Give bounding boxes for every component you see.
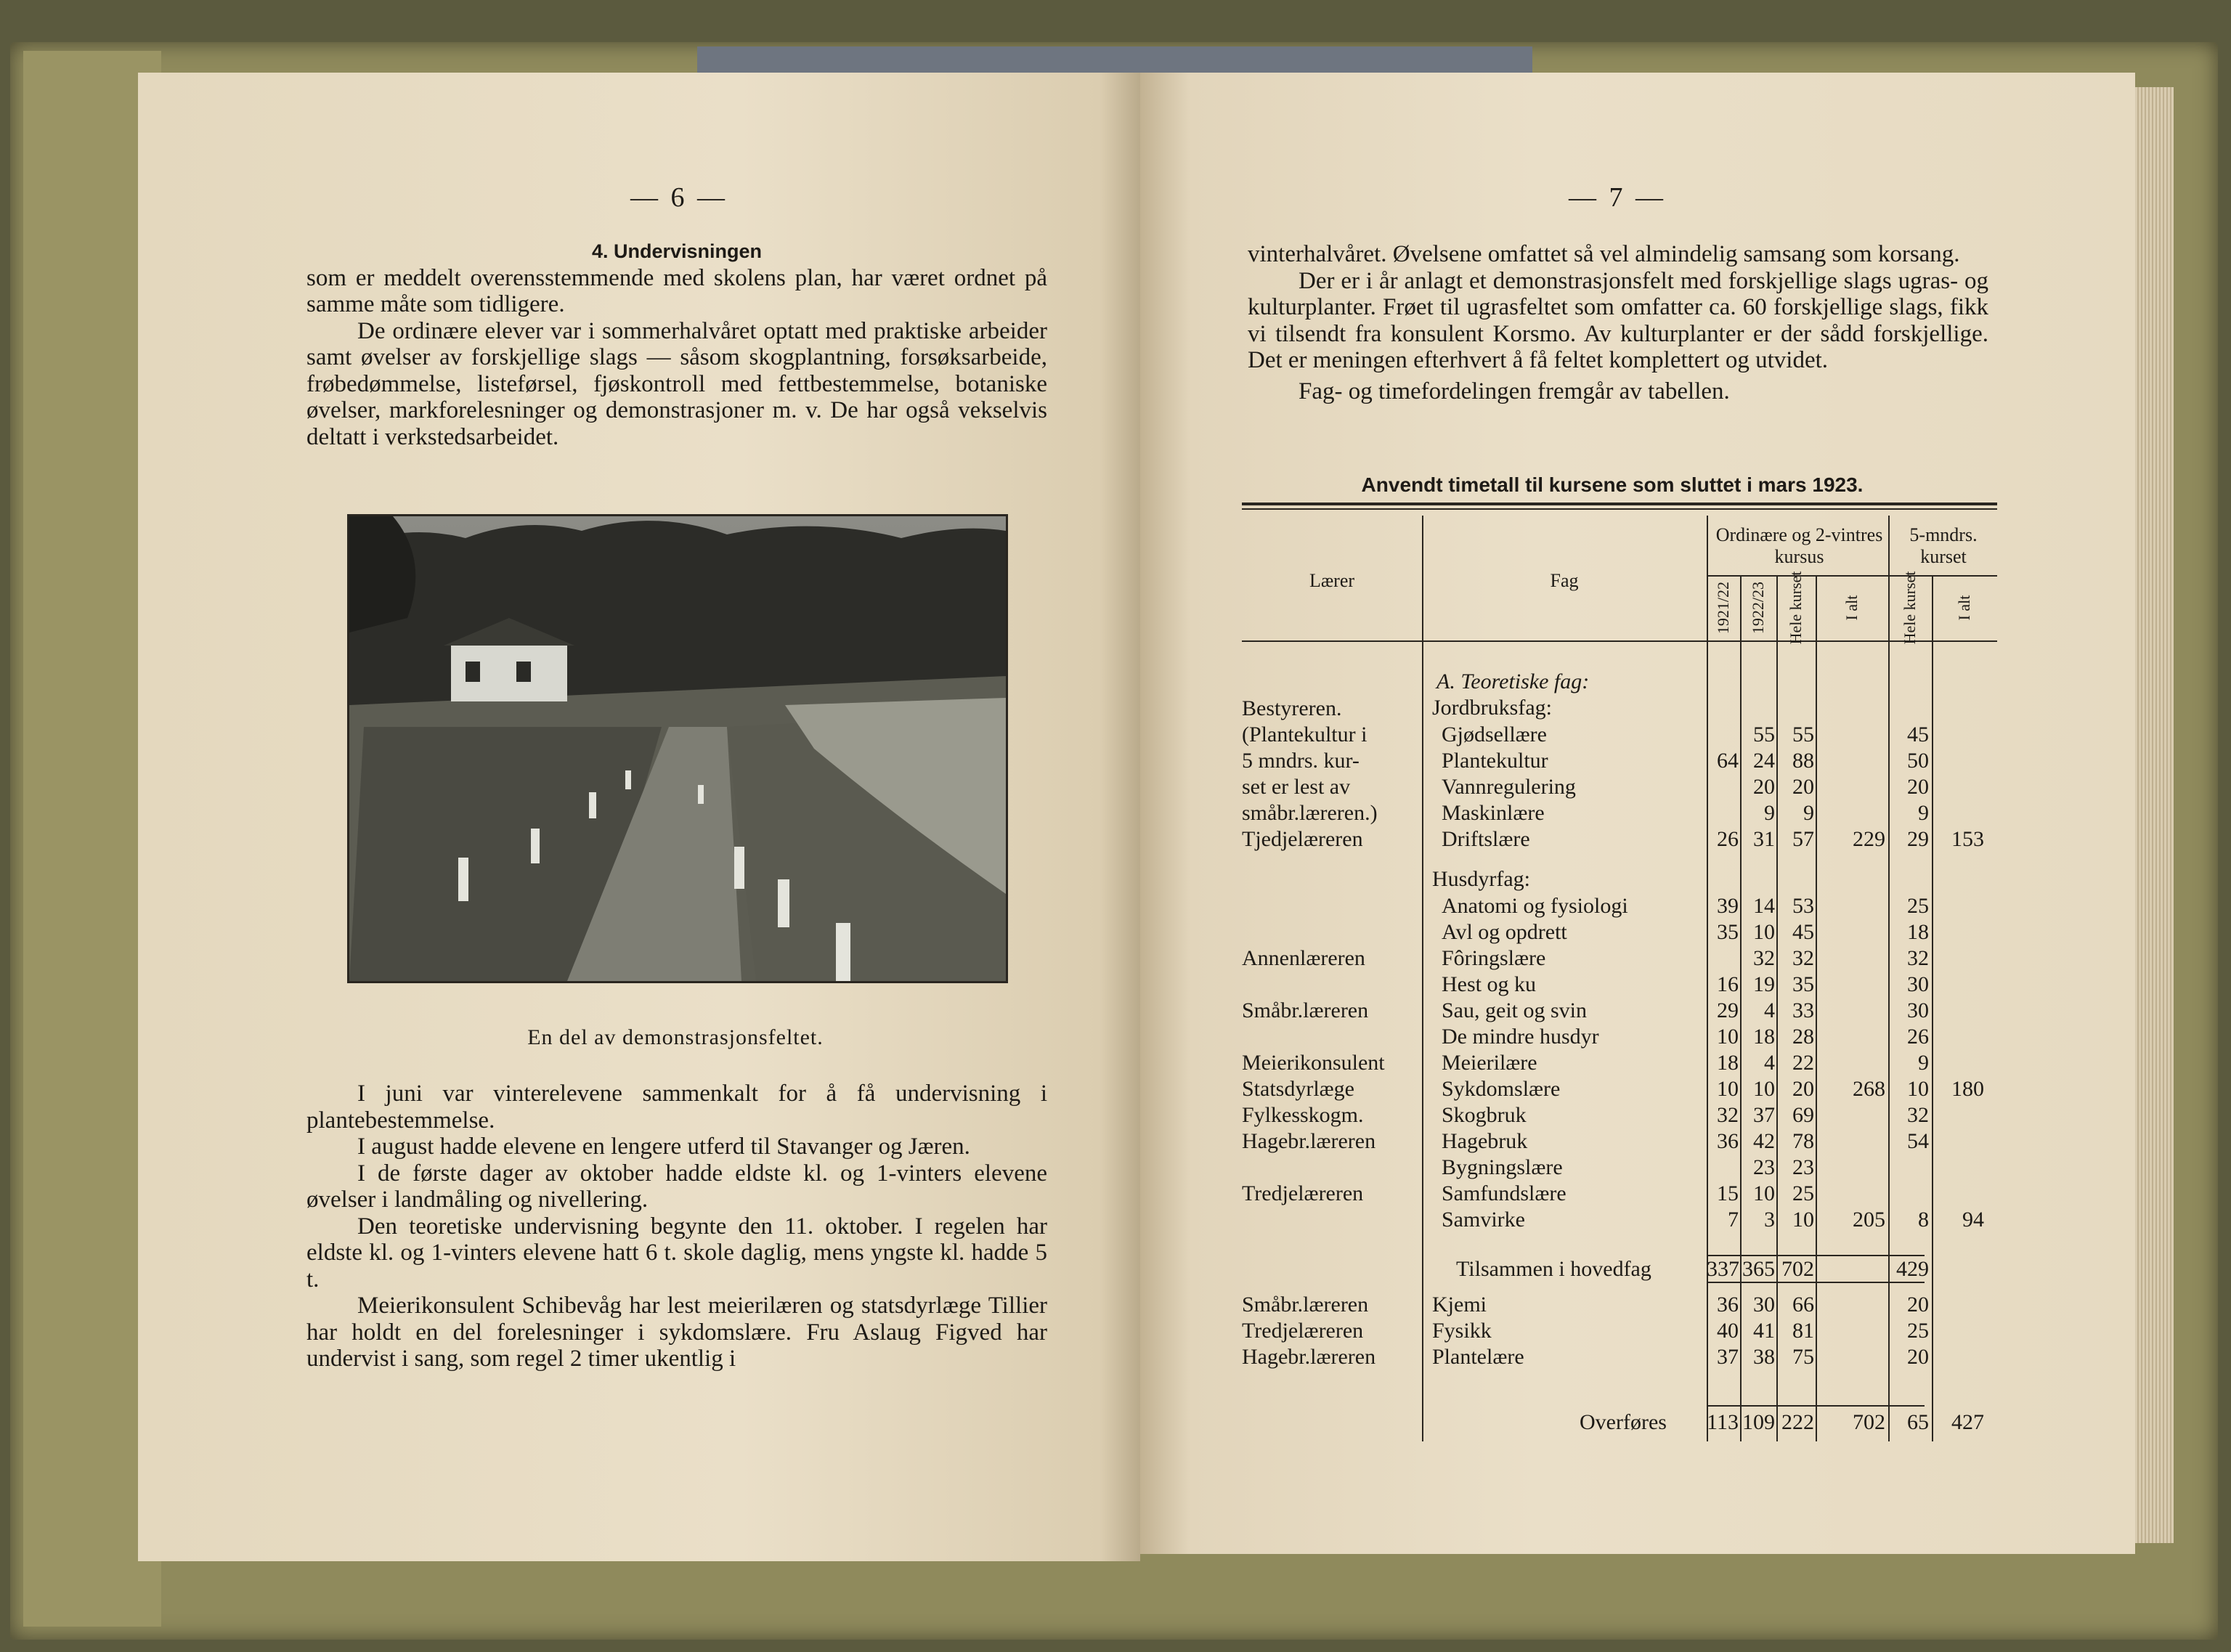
total-b: 109 (1742, 1410, 1775, 1434)
hours-cell: 10 (1907, 1077, 1929, 1101)
hours-cell: 20 (1907, 1293, 1929, 1317)
hours-cell: 25 (1792, 1181, 1814, 1205)
paragraph: Meierikonsulent Schibevåg har lest meierilæren og statsdyrlæge Tillier har holdt en del forelesninger i sykdomslære. Fru Aslaug Figved har undervist i sang, som regel 2 timer ukentlig i (306, 1293, 1047, 1372)
hours-cell: 23 (1753, 1155, 1775, 1179)
subject-cell: Meierilære (1442, 1051, 1537, 1075)
hours-cell: 37 (1717, 1345, 1739, 1369)
hours-cell: 268 (1853, 1077, 1885, 1101)
hours-cell: 3 (1764, 1208, 1775, 1232)
subject-cell: Skogbruk (1442, 1103, 1527, 1127)
photo-image (349, 516, 1006, 981)
table-rule (1816, 575, 1817, 1441)
hours-cell: 53 (1792, 894, 1814, 918)
header-hele-kurset-5: Hele kurset (1901, 571, 1919, 645)
teacher-cell: Småbr.læreren (1242, 1293, 1369, 1317)
subject-cell: Driftslære (1442, 827, 1530, 851)
page-edges (2132, 87, 2174, 1543)
hours-cell: 25 (1907, 1319, 1929, 1343)
total-c: 222 (1781, 1410, 1814, 1434)
header-i-alt-5: I alt (1955, 595, 1973, 621)
hours-cell: 28 (1792, 1025, 1814, 1049)
header-ordinary-course: Ordinære og 2-vintres kursus (1715, 524, 1883, 567)
header-fag: Fag (1550, 570, 1579, 591)
hours-cell: 9 (1803, 801, 1814, 825)
paragraph: De ordinære elever var i sommerhalvåret optatt med praktiske arbeider samt øvelser av forskjellige slags — såsom skogplantning, forsøksarbeide, frøbedømmelse, listeførsel, fjøskontroll med fettbestemmelse, botaniske øvelser, markforelesninger og demonstrasjoner m. v. De har også vekselvis deltatt i verkstedsarbeidet. (306, 317, 1047, 450)
spine (697, 46, 1532, 76)
teacher-cell: Hagebr.læreren (1242, 1129, 1376, 1153)
teacher-cell: Tredjelæreren (1242, 1319, 1364, 1343)
header-i-alt: I alt (1842, 595, 1861, 621)
teacher-cell: Annenlæreren (1242, 946, 1365, 970)
subject-cell: Fôringslære (1442, 946, 1546, 970)
hours-cell: 94 (1962, 1208, 1984, 1232)
hours-cell: 33 (1792, 998, 1814, 1022)
subject-cell: Plantelære (1432, 1345, 1524, 1369)
bestyreren-label (1242, 696, 1378, 826)
hours-cell: 64 (1717, 749, 1739, 773)
paragraph: som er meddelt overensstemmende med skolens plan, har været ordnet på samme måte som tidligere. (306, 264, 1047, 317)
teacher-line: småbr.læreren.) (1242, 801, 1378, 825)
hours-cell: 38 (1753, 1345, 1775, 1369)
subject-cell: Bygningslære (1442, 1155, 1563, 1179)
hours-cell: 20 (1907, 1345, 1929, 1369)
total-e: 65 (1907, 1410, 1929, 1434)
subject-cell: Samvirke (1442, 1208, 1525, 1232)
hours-cell: 30 (1753, 1293, 1775, 1317)
hours-cell: 66 (1792, 1293, 1814, 1317)
hours-cell: 10 (1753, 1077, 1775, 1101)
paragraph: I de første dager av oktober hadde eldste kl. og 1-vinters elevene øvelser i landmåling og nivellering. (306, 1160, 1047, 1213)
subject-cell: Anatomi og fysiologi (1442, 894, 1628, 918)
hours-cell: 35 (1717, 920, 1739, 944)
subtotal-a: 337 (1707, 1257, 1739, 1281)
hours-cell: 50 (1907, 749, 1929, 773)
header-1921-22: 1921/22 (1714, 581, 1732, 635)
hours-cell: 20 (1753, 775, 1775, 799)
jordbruksfag-label: Jordbruksfag: (1432, 696, 1552, 720)
hours-cell: 7 (1728, 1208, 1739, 1232)
teacher-line: (Plantekultur i (1242, 723, 1368, 746)
hours-cell: 75 (1792, 1345, 1814, 1369)
total-f: 427 (1951, 1410, 1984, 1434)
paragraph: vinterhalvåret. Øvelsene omfattet så vel almindelig samsang som korsang. (1248, 241, 1960, 267)
hours-cell: 36 (1717, 1293, 1739, 1317)
hours-cell: 55 (1792, 723, 1814, 746)
hours-cell: 31 (1753, 827, 1775, 851)
hours-cell: 9 (1918, 1051, 1929, 1075)
subject-cell: Plantekultur (1442, 749, 1548, 773)
subtotal-c: 702 (1781, 1257, 1814, 1281)
demonstration-field-photo (347, 514, 1008, 983)
subject-cell: Sau, geit og svin (1442, 998, 1587, 1022)
teacher-cell: Meierikonsulent (1242, 1051, 1385, 1075)
teacher-cell: Småbr.læreren (1242, 998, 1369, 1022)
hours-cell: 180 (1951, 1077, 1984, 1101)
table-rule (1422, 516, 1423, 1441)
hours-cell: 16 (1717, 972, 1739, 996)
teacher-cell: Hagebr.læreren (1242, 1345, 1376, 1369)
hours-cell: 9 (1918, 801, 1929, 825)
header-5-month-course: 5-mndrs. kurset (1909, 524, 1978, 567)
subject-cell: Sykdomslære (1442, 1077, 1561, 1101)
hours-cell: 32 (1717, 1103, 1739, 1127)
subject-cell: Vannregulering (1442, 775, 1576, 799)
subject-cell: Fysikk (1432, 1319, 1492, 1343)
hours-cell: 69 (1792, 1103, 1814, 1127)
subject-cell: De mindre husdyr (1442, 1025, 1599, 1049)
subtotal-label: Tilsammen i hovedfag (1456, 1257, 1651, 1281)
hours-cell: 29 (1717, 998, 1739, 1022)
hours-cell: 10 (1792, 1208, 1814, 1232)
subject-cell: Maskinlære (1442, 801, 1545, 825)
hours-cell: 14 (1753, 894, 1775, 918)
subtotal-b: 365 (1742, 1257, 1775, 1281)
hours-cell: 22 (1792, 1051, 1814, 1075)
hours-cell: 32 (1792, 946, 1814, 970)
hours-cell: 153 (1951, 827, 1984, 851)
hours-cell: 19 (1753, 972, 1775, 996)
hours-cell: 24 (1753, 749, 1775, 773)
hours-cell: 26 (1717, 827, 1739, 851)
hours-cell: 37 (1753, 1103, 1775, 1127)
hours-cell: 30 (1907, 972, 1929, 996)
hours-cell: 20 (1907, 775, 1929, 799)
hours-cell: 32 (1753, 946, 1775, 970)
teacher-cell: Tredjelæreren (1242, 1181, 1364, 1205)
paragraph: Der er i år anlagt et demonstrasjonsfelt med forskjellige slags ugras- og kulturplanter. Frøet til ugrasfeltet som omfatter ca. 60 forskjellige slags, fikk vi tilsendt fra konsulent Korsmo. Av kulturplanter er der sådd forskjellige. Det er meningen efterhvert å få feltet komplettert og utvidet. (1248, 267, 1988, 373)
hours-cell: 20 (1792, 1077, 1814, 1101)
paragraph: I juni var vinterelevene sammenkalt for å få undervisning i plantebestemmelse. (306, 1081, 1047, 1134)
subject-cell: Gjødsellære (1442, 723, 1547, 746)
total-label: Overføres (1580, 1410, 1667, 1434)
hours-cell: 18 (1907, 920, 1929, 944)
hours-cell: 39 (1717, 894, 1739, 918)
hours-cell: 45 (1907, 723, 1929, 746)
hours-cell: 4 (1764, 998, 1775, 1022)
table-rule (1242, 502, 1997, 505)
hours-cell: 10 (1753, 920, 1775, 944)
hours-cell: 32 (1907, 946, 1929, 970)
teacher-line: set er lest av (1242, 775, 1351, 799)
hours-cell: 10 (1717, 1025, 1739, 1049)
hours-cell: 10 (1753, 1181, 1775, 1205)
hours-table (1242, 501, 1997, 1441)
section-a-label: A. Teoretiske fag: (1436, 670, 1590, 693)
hours-cell: 40 (1717, 1319, 1739, 1343)
hours-cell: 42 (1753, 1129, 1775, 1153)
table-rule (1932, 575, 1933, 1441)
hours-cell: 81 (1792, 1319, 1814, 1343)
hours-cell: 88 (1792, 749, 1814, 773)
teacher-cell: Fylkesskogm. (1242, 1103, 1364, 1127)
hours-cell: 18 (1753, 1025, 1775, 1049)
hours-cell: 30 (1907, 998, 1929, 1022)
section-heading: 4. Undervisningen (591, 240, 763, 262)
teacher-cell: Tjedjelæreren (1242, 827, 1363, 851)
hours-cell: 78 (1792, 1129, 1814, 1153)
table-rule (1242, 508, 1997, 510)
hours-cell: 20 (1792, 775, 1814, 799)
hours-cell: 26 (1907, 1025, 1929, 1049)
table-rule (1707, 1255, 1925, 1256)
hours-cell: 55 (1753, 723, 1775, 746)
subject-cell: Kjemi (1432, 1293, 1487, 1317)
subtotal-e: 429 (1896, 1257, 1929, 1281)
teacher-line: Bestyreren. (1242, 696, 1342, 720)
hours-cell: 29 (1907, 827, 1929, 851)
hours-cell: 36 (1717, 1129, 1739, 1153)
hours-cell: 54 (1907, 1129, 1929, 1153)
page-number-right: — 7 — (1569, 182, 1666, 213)
hours-cell: 23 (1792, 1155, 1814, 1179)
hours-cell: 229 (1853, 827, 1885, 851)
paragraph: I august hadde elevene en lengere utferd til Stavanger og Jæren. (357, 1134, 970, 1160)
header-1922-23: 1922/23 (1749, 581, 1767, 635)
hours-cell: 9 (1764, 801, 1775, 825)
hours-cell: 8 (1918, 1208, 1929, 1232)
hours-cell: 4 (1764, 1051, 1775, 1075)
paragraph: Fag- og timefordelingen fremgår av tabellen. (1299, 378, 1730, 404)
photo-caption: En del av demonstrasjonsfeltet. (527, 1025, 824, 1049)
left-text-bottom (306, 1081, 1047, 1372)
hours-cell: 45 (1792, 920, 1814, 944)
hours-cell: 15 (1717, 1181, 1739, 1205)
total-d: 702 (1853, 1410, 1885, 1434)
teacher-cell: Statsdyrlæge (1242, 1077, 1354, 1101)
subject-cell: Hagebruk (1442, 1129, 1528, 1153)
subject-cell: Avl og opdrett (1442, 920, 1567, 944)
hours-cell: 25 (1907, 894, 1929, 918)
hours-cell: 18 (1717, 1051, 1739, 1075)
subject-cell: Samfundslære (1442, 1181, 1566, 1205)
right-text (1248, 241, 1988, 404)
hours-cell: 57 (1792, 827, 1814, 851)
left-text-top (306, 238, 1047, 450)
header-hele-kurset: Hele kurset (1787, 571, 1805, 645)
teacher-line: 5 mndrs. kur- (1242, 749, 1360, 773)
total-a: 113 (1707, 1410, 1739, 1434)
paragraph: Den teoretiske undervisning begynte den 11. oktober. I regelen har eldste kl. og 1-vinters elevene hatt 6 t. skole daglig, mens yngste kl. hadde 5 t. (306, 1213, 1047, 1293)
hours-cell: 10 (1717, 1077, 1739, 1101)
hours-cell: 35 (1792, 972, 1814, 996)
header-laerer: Lærer (1309, 570, 1355, 591)
hours-cell: 41 (1753, 1319, 1775, 1343)
husdyrfag-label: Husdyrfag: (1432, 867, 1530, 891)
hours-cell: 205 (1853, 1208, 1885, 1232)
table-rule (1707, 1282, 1925, 1283)
table-title: Anvendt timetall til kursene som sluttet i mars 1923. (1361, 473, 1864, 496)
page-number-left: — 6 — (630, 182, 728, 213)
table-rule (1242, 640, 1997, 642)
table-rule (1707, 1405, 1925, 1407)
hours-cell: 32 (1907, 1103, 1929, 1127)
subject-cell: Hest og ku (1442, 972, 1536, 996)
